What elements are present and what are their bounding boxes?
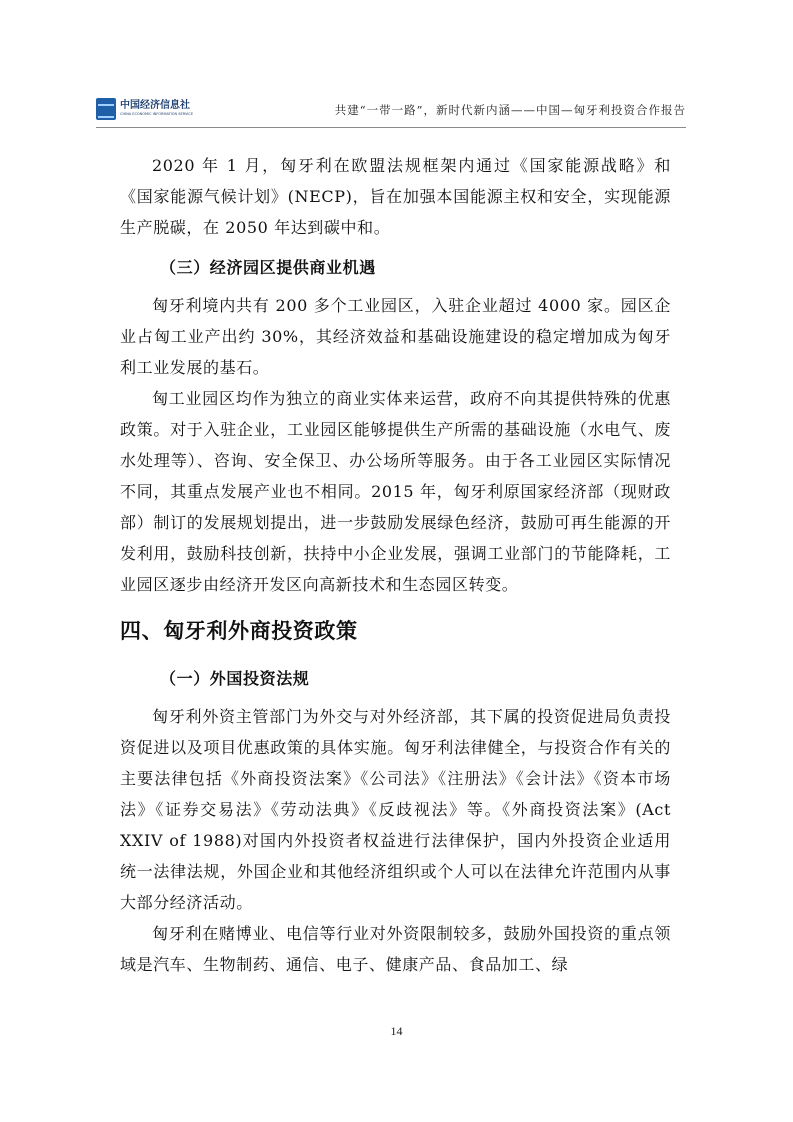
subheading-industrial-parks: （三）经济园区提供商业机遇 bbox=[160, 258, 376, 277]
subheading-investment-laws: （一）外国投资法规 bbox=[160, 669, 310, 688]
logo-name-cn: 中国经济信息社 bbox=[120, 100, 190, 112]
logo-name-en: CHINA ECONOMIC INFORMATION SERVICE bbox=[120, 112, 194, 117]
page-number: 14 bbox=[390, 1024, 403, 1038]
publisher-logo bbox=[96, 96, 193, 122]
section-heading-investment-policy: 四、匈牙利外商投资政策 bbox=[120, 619, 358, 643]
header-divider bbox=[96, 127, 686, 128]
page-body bbox=[120, 150, 671, 980]
page-header bbox=[96, 94, 686, 124]
paragraph-parks-operation: 匈工业园区均作为独立的商业实体来运营，政府不向其提供特殊的优惠政策。对于入驻企业，工业园区能够提供生产所需的基础设施（水电气、废水处理等）、咨询、安全保卫、办公场所等服务。由于各工业园区实际情况不同，其重点发展产业也不相同。2015 年，匈牙利原国家经济部（现财政部）制订的发展规划提出，进一步鼓励发展绿色经济，鼓励可再生能源的开发利用，鼓励科技创新，扶持中小企业发展，强调工业部门的节能降耗，工业园区逐步由经济开发区向高新技术和生态园区转变。 bbox=[120, 389, 671, 594]
paragraph-parks-overview: 匈牙利境内共有 200 多个工业园区，入驻企业超过 4000 家。园区企业占匈工业产出约 30%，其经济效益和基础设施建设的稳定增加成为匈牙利工业发展的基石。 bbox=[120, 296, 671, 377]
report-title: 共建“一带一路”，新时代新内涵——中国—匈牙利投资合作报告 bbox=[334, 103, 686, 117]
paragraph-investment-laws: 匈牙利外资主管部门为外交与对外经济部，其下属的投资促进局负责投资促进以及项目优惠政策的具体实施。匈牙利法律健全，与投资合作有关的主要法律包括《外商投资法案》《公司法》《注册法》《会计法》《资本市场法》《证券交易法》《劳动法典》《反歧视法》等。《外商投资法案》(Act XXIV of 1988)对国内外投资者权益进行法律保护，国内外投资企业适用统一法律法规，外国企业和其他经济组织或个人可以在法律允许范围内从事大部分经济活动。 bbox=[120, 707, 671, 912]
paragraph-energy-strategy: 2020 年 1 月，匈牙利在欧盟法规框架内通过《国家能源战略》和《国家能源气候计划》(NECP)，旨在加强本国能源主权和安全，实现能源生产脱碳，在 2050 年达到碳中和。 bbox=[120, 156, 671, 237]
paragraph-restricted-sectors: 匈牙利在赌博业、电信等行业对外资限制较多，鼓励外国投资的重点领域是汽车、生物制药、通信、电子、健康产品、食品加工、绿 bbox=[120, 924, 671, 974]
logo-text bbox=[120, 101, 193, 117]
logo-icon bbox=[96, 98, 116, 120]
